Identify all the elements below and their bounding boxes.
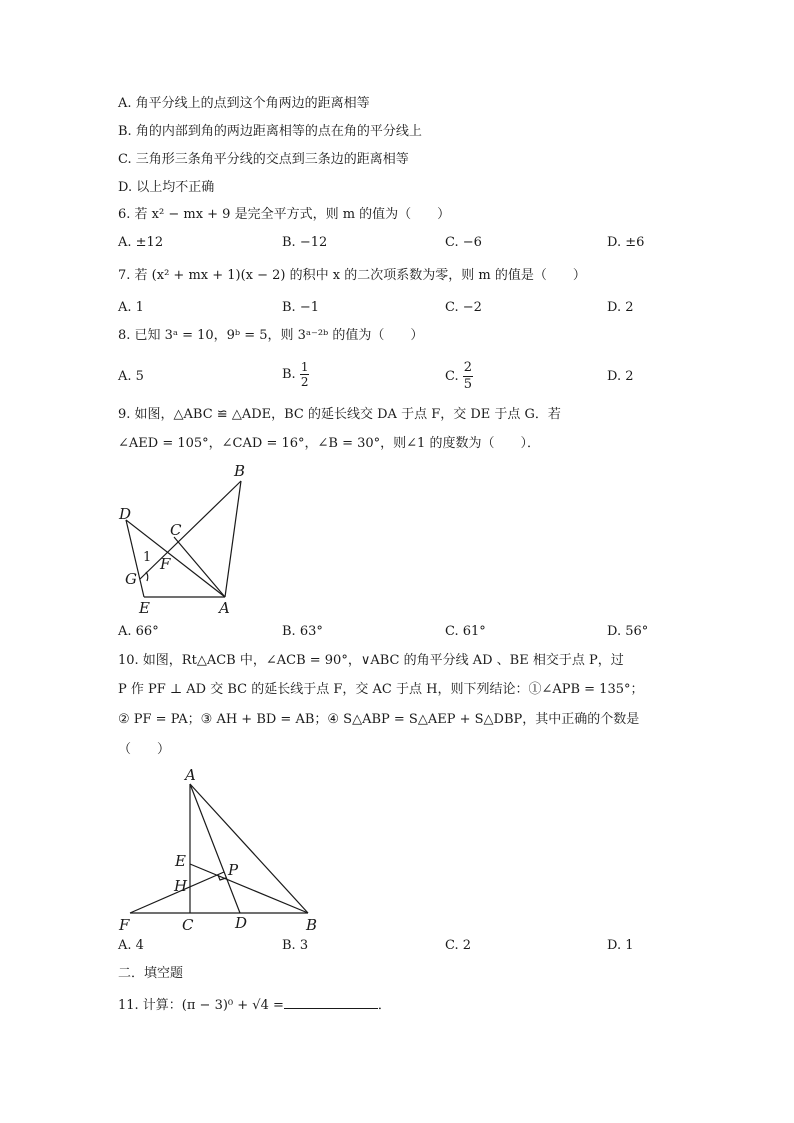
q10-stem-line1: 10. 如图，Rt△ACB 中，∠ACB = 90°，∨ABC 的角平分线 AD 、BE 相交于点 P，过 bbox=[118, 653, 624, 668]
q10-label-D: D bbox=[235, 914, 248, 932]
q9-segment-BA bbox=[225, 481, 241, 597]
q10-options bbox=[118, 938, 678, 958]
q9-label-E: E bbox=[139, 599, 150, 617]
q10-label-C: C bbox=[182, 916, 194, 934]
q5-option-b: B. 角的内部到角的两边距离相等的点在角的平分线上 bbox=[118, 124, 422, 139]
q8-c-numerator: 2 bbox=[463, 360, 473, 375]
q9-label-D: D bbox=[119, 505, 132, 523]
q7-options bbox=[118, 300, 678, 320]
q8-stem: 8. 已知 3ᵃ = 10，9ᵇ = 5，则 3ᵃ⁻²ᵇ 的值为（ ） bbox=[118, 328, 424, 343]
q10-figure bbox=[110, 762, 330, 941]
q9-segment-BG bbox=[140, 481, 241, 579]
q8-option-c-fraction bbox=[463, 360, 473, 393]
q8-option-d: D. 2 bbox=[607, 369, 634, 384]
q11-end: ． bbox=[377, 998, 391, 1013]
q5-option-d: D. 以上均不正确 bbox=[118, 180, 215, 195]
q10-stem-line2: P 作 PF ⊥ AD 交 BC 的延长线于点 F，交 AC 于点 H，则下列结论：①∠APB = 135°； bbox=[118, 682, 644, 697]
q10-label-B: B bbox=[306, 916, 318, 934]
q10-option-a: A. 4 bbox=[118, 938, 144, 953]
q6-option-c: C. −6 bbox=[445, 235, 482, 250]
q10-option-d: D. 1 bbox=[607, 938, 634, 953]
q9-option-a: A. 66° bbox=[118, 624, 159, 639]
q10-label-F: F bbox=[119, 916, 130, 934]
q9-label-F: F bbox=[160, 555, 171, 573]
q8-options bbox=[118, 360, 678, 394]
q7-option-c: C. −2 bbox=[445, 300, 482, 315]
q10-label-P: P bbox=[228, 861, 239, 879]
q9-label-G: G bbox=[125, 570, 137, 588]
section-title-fill-in: 二．填空题 bbox=[118, 966, 184, 981]
q10-segment-AB bbox=[190, 784, 308, 913]
q6-options bbox=[118, 235, 678, 255]
q9-label-1: 1 bbox=[143, 550, 152, 565]
q10-segment-EB bbox=[190, 864, 308, 913]
q10-label-E: E bbox=[175, 852, 186, 870]
q11-answer-blank bbox=[284, 996, 378, 1009]
q9-segment-CA bbox=[174, 537, 225, 597]
q9-triangle-diagram bbox=[110, 458, 260, 618]
q10-option-c: C. 2 bbox=[445, 938, 472, 953]
q9-stem-line1: 9. 如图，△ABC ≌ △ADE，BC 的延长线交 DA 于点 F，交 DE 于点 G．若 bbox=[118, 407, 561, 422]
q5-option-a: A. 角平分线上的点到这个角两边的距离相等 bbox=[118, 96, 370, 111]
q7-option-d: D. 2 bbox=[607, 300, 634, 315]
q9-label-B: B bbox=[234, 462, 246, 480]
q8-c-denominator: 5 bbox=[463, 377, 473, 392]
q11-line bbox=[118, 996, 391, 1015]
q9-options bbox=[118, 624, 678, 644]
q10-stem-line3: ② PF = PA；③ AH + BD = AB；④ S△ABP = S△AEP + S△DBP，其中正确的个数是 bbox=[118, 712, 640, 727]
q6-stem: 6. 若 x² − mx + 9 是完全平方式，则 m 的值为（ ） bbox=[118, 207, 451, 222]
q10-label-A: A bbox=[185, 766, 196, 784]
q9-stem-line2: ∠AED = 105°，∠CAD = 16°，∠B = 30°，则∠1 的度数为（ ）． bbox=[118, 436, 540, 451]
q8-option-c-label: C. bbox=[445, 369, 459, 384]
q10-stem-line4: （ ） bbox=[118, 742, 171, 757]
q9-option-d: D. 56° bbox=[607, 624, 649, 639]
q9-label-A: A bbox=[219, 599, 230, 617]
q7-stem: 7. 若 (x² + mx + 1)(x − 2) 的积中 x 的二次项系数为零，则 m 的值是（ ） bbox=[118, 268, 586, 283]
q9-angle-arc bbox=[146, 572, 148, 581]
q6-option-d: D. ±6 bbox=[607, 235, 645, 250]
q7-option-b: B. −1 bbox=[282, 300, 319, 315]
q6-option-a: A. ±12 bbox=[118, 235, 164, 250]
q8-option-c bbox=[445, 360, 473, 393]
q10-label-H: H bbox=[174, 877, 188, 895]
q6-option-b: B. −12 bbox=[282, 235, 328, 250]
q8-b-denominator: 2 bbox=[300, 375, 309, 389]
q9-option-c: C. 61° bbox=[445, 624, 486, 639]
q7-option-a: A. 1 bbox=[118, 300, 144, 315]
q9-label-C: C bbox=[170, 521, 182, 539]
q8-option-a: A. 5 bbox=[118, 369, 144, 384]
q5-option-c: C. 三角形三条角平分线的交点到三条边的距离相等 bbox=[118, 152, 409, 167]
q9-option-b: B. 63° bbox=[282, 624, 323, 639]
q9-figure bbox=[110, 458, 260, 622]
q8-b-numerator: 1 bbox=[300, 360, 309, 374]
q11-stem: 11. 计算：(π − 3)⁰ + √4 = bbox=[118, 998, 284, 1013]
q8-option-b bbox=[282, 360, 309, 389]
q10-segment-AD bbox=[190, 784, 240, 913]
q10-option-b: B. 3 bbox=[282, 938, 309, 953]
q10-triangle-diagram bbox=[110, 762, 330, 937]
q8-option-b-label: B. bbox=[282, 367, 296, 382]
q8-option-b-fraction bbox=[300, 360, 310, 389]
